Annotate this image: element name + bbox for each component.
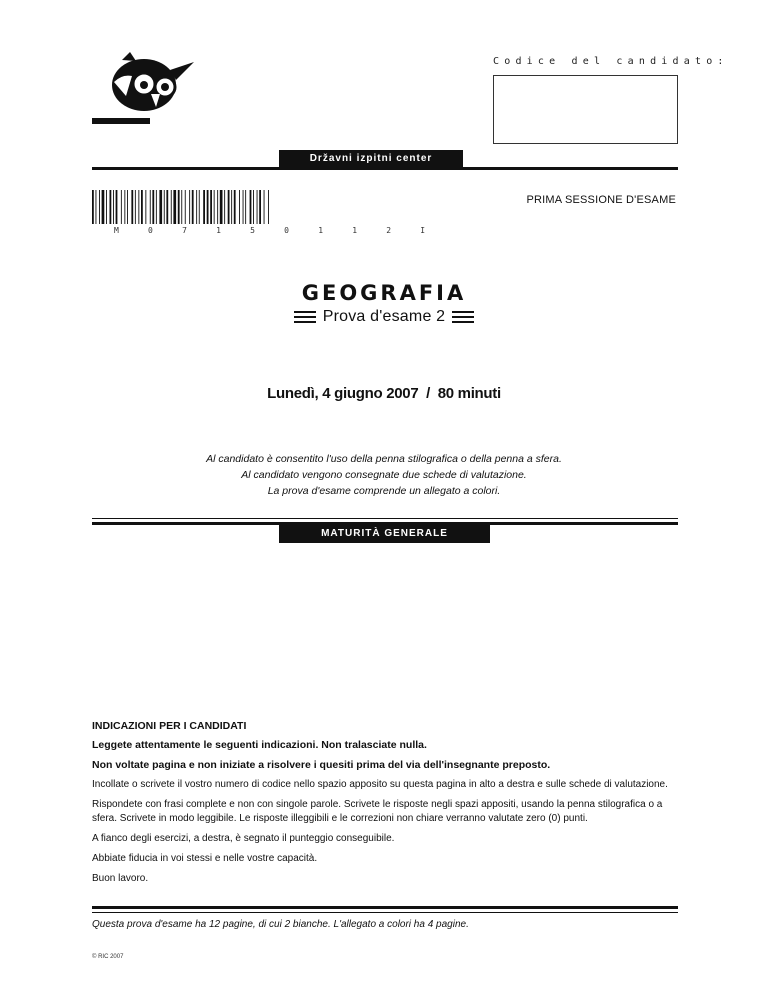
middle-rule-top: [92, 518, 678, 519]
barcode-bar: [268, 190, 269, 224]
barcode-bar: [156, 190, 157, 224]
barcode-bar: [250, 190, 252, 224]
instructions-heading: INDICAZIONI PER I CANDIDATI: [92, 720, 247, 732]
barcode-bar: [253, 190, 254, 224]
barcode: [90, 190, 272, 224]
barcode-bar: [196, 190, 197, 224]
barcode-bar: [171, 190, 172, 224]
instructions-paragraph: A fianco degli esercizi, a destra, è segnato il punteggio conseguibile.: [92, 833, 395, 844]
barcode-bar: [203, 190, 205, 224]
barcode-bar: [185, 190, 186, 224]
top-rule: [92, 167, 678, 170]
barcode-bar: [99, 190, 100, 224]
barcode-bar: [145, 190, 146, 224]
level-band: MATURITÀ GENERALE: [279, 525, 490, 543]
barcode-bar: [259, 190, 261, 224]
bottom-rule-thin: [92, 912, 678, 913]
barcode-bar: [121, 190, 122, 224]
copyright: © RIC 2007: [92, 954, 124, 960]
session-label: PRIMA SESSIONE D'ESAME: [526, 194, 676, 206]
instructions-paragraph: Buon lavoro.: [92, 873, 149, 884]
instructions-bold-1: Leggete attentamente le seguenti indicazioni. Non tralasciate nulla.: [92, 739, 427, 751]
instructions: [92, 719, 682, 892]
barcode-bar: [214, 190, 215, 224]
bottom-rule: [92, 906, 678, 909]
note-line: La prova d'esame comprende un allegato a colori.: [267, 485, 501, 497]
barcode-bar: [264, 190, 265, 224]
barcode-bar: [166, 190, 168, 224]
barcode-bar: [217, 190, 218, 224]
barcode-bar: [239, 190, 240, 224]
barcode-digits: M 0 7 1 5 0 1 1 2 I: [114, 226, 438, 235]
barcode-bar: [231, 190, 232, 224]
barcode-bar: [257, 190, 258, 224]
barcode-bar: [224, 190, 225, 224]
barcode-bar: [243, 190, 244, 224]
owl-logo: [92, 52, 196, 126]
candidate-code-label: Codice del candidato:: [493, 56, 729, 67]
instructions-paragraph: Incollate o scrivete il vostro numero di codice nello spazio apposito su questa pagina in alto a destra e sulle schede di valutazione.: [92, 779, 668, 790]
note-line: Al candidato è consentito l'uso della penna stilografica o della penna a sfera.: [206, 453, 562, 465]
barcode-bar: [207, 190, 209, 224]
barcode-bar: [116, 190, 118, 224]
barcode-bar: [96, 190, 97, 224]
barcode-bar: [131, 190, 133, 224]
triple-line-icon: [452, 311, 474, 323]
exam-subtitle: Prova d'esame 2: [322, 308, 446, 325]
barcode-bar: [173, 190, 176, 224]
barcode-bar: [92, 190, 94, 224]
barcode-bar: [178, 190, 180, 224]
center-band: Državni izpitni center: [279, 150, 463, 167]
subject-title: GEOGRAFIA: [301, 281, 467, 305]
barcode-bar: [192, 190, 194, 224]
exam-date: Lunedì, 4 giugno 2007 / 80 minuti: [267, 385, 501, 402]
barcode-bar: [127, 190, 128, 224]
barcode-bar: [164, 190, 165, 224]
candidate-code-box[interactable]: [493, 75, 678, 144]
barcode-bar: [152, 190, 154, 224]
barcode-bar: [113, 190, 114, 224]
triple-line-icon: [294, 311, 316, 323]
note-line: Al candidato vengono consegnate due schede di valutazione.: [241, 469, 527, 481]
exam-notes: [0, 451, 768, 499]
barcode-bar: [150, 190, 151, 224]
barcode-bar: [106, 190, 107, 224]
barcode-bar: [245, 190, 246, 224]
barcode-bar: [234, 190, 236, 224]
barcode-bar: [189, 190, 190, 224]
instructions-bold-2: Non voltate pagina e non iniziate a risolvere i quesiti prima del via dell'insegnante preposto.: [92, 759, 551, 771]
barcode-bar: [135, 190, 136, 224]
footer-note: Questa prova d'esame ha 12 pagine, di cui 2 bianche. L'allegato a colori ha 4 pagine.: [92, 919, 469, 930]
instructions-paragraph: Abbiate fiducia in voi stessi e nelle vostre capacità.: [92, 853, 318, 864]
barcode-bar: [199, 190, 200, 224]
barcode-bar: [181, 190, 182, 224]
barcode-bar: [124, 190, 125, 224]
barcode-bar: [102, 190, 105, 224]
barcode-bar: [141, 190, 143, 224]
exam-subtitle-row: [0, 308, 768, 326]
barcode-bar: [220, 190, 223, 224]
barcode-bar: [138, 190, 139, 224]
barcode-bar: [110, 190, 112, 224]
instructions-paragraph: Rispondete con frasi complete e non con singole parole. Scrivete le risposte negli spazi appositi, usando la penna stilografica o a sfera. Scrivete in modo leggibile. Le risposte illeggibili e le correzioni non chiare verranno valutate zero (0) punti.: [92, 799, 663, 824]
barcode-bar: [159, 190, 162, 224]
barcode-bar: [228, 190, 230, 224]
barcode-bar: [210, 190, 212, 224]
